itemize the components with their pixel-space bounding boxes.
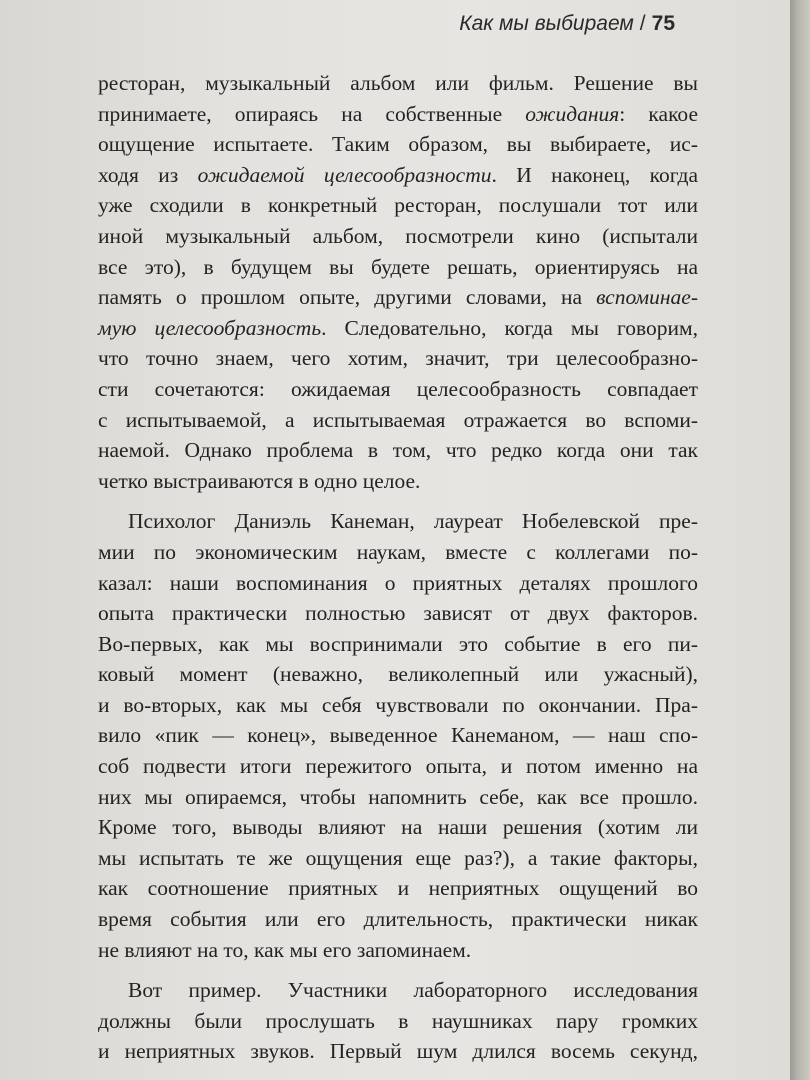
running-header xyxy=(459,12,675,36)
text-line: уже сходили в конкретный ресторан, послушали тот или xyxy=(98,193,698,218)
page-number: 75 xyxy=(651,12,675,35)
text-line: ощущение испытаете. Таким образом, вы выбираете, ис- xyxy=(98,132,698,157)
text-line: память о прошлом опыте, другими словами, на вспоминае- xyxy=(98,285,698,310)
text-line: мы испытать те же ощущения еще раз?), а такие факторы, xyxy=(98,845,698,870)
text-line: не влияют на то, как мы его запоминаем. xyxy=(98,937,472,962)
text-line: соб подвести итоги пережитого опыта, и потом именно на xyxy=(98,754,698,779)
text-line: Психолог Даниэль Канеман, лауреат Нобелевской пре- xyxy=(128,509,698,534)
text-line: что точно знаем, чего хотим, значит, три целесообразно- xyxy=(98,346,698,371)
book-spine-edge xyxy=(790,0,810,1080)
paragraph-3 xyxy=(98,975,698,1067)
body-text xyxy=(98,68,698,1067)
text-line: и неприятных звуков. Первый шум длился восемь секунд, xyxy=(98,1039,698,1064)
text-line: казал: наши воспоминания о приятных деталях прошлого xyxy=(98,570,698,595)
italic-term: ожидаемой целесообразности xyxy=(197,162,492,187)
text-line: и во-вторых, как мы себя чувствовали по окончании. Пра- xyxy=(98,692,698,717)
text-line: как соотношение приятных и неприятных ощущений во xyxy=(98,876,698,901)
text-line: вило «пик — конец», выведенное Канеманом, — наш спо- xyxy=(98,723,698,748)
text-line: четко выстраиваются в одно целое. xyxy=(98,468,421,493)
text-line: мии по экономическим наукам, вместе с коллегами по- xyxy=(98,539,698,564)
text-line: ковый момент (неважно, великолепный или ужасный), xyxy=(98,662,698,687)
header-separator: / xyxy=(639,12,646,35)
text-line: иной музыкальный альбом, посмотрели кино (испытали xyxy=(98,223,698,248)
text-line: мую целесообразность. Следовательно, когда мы говорим, xyxy=(98,315,698,340)
text-line: опыта практически полностью зависят от двух факторов. xyxy=(98,601,698,626)
running-title: Как мы выбираем xyxy=(459,12,634,35)
italic-term: вспоминае- xyxy=(596,285,698,310)
paragraph-1 xyxy=(98,68,698,496)
italic-term: мую целесообразность xyxy=(98,315,322,340)
paragraph-2 xyxy=(98,506,698,965)
text-line: ресторан, музыкальный альбом или фильм. Решение вы xyxy=(98,71,698,95)
text-line: наемой. Однако проблема в том, что редко когда они так xyxy=(98,438,698,463)
text-line: должны были прослушать в наушниках пару громких xyxy=(98,1008,698,1033)
italic-term: ожидания xyxy=(525,101,620,126)
text-line: них мы опираемся, чтобы напомнить себе, как все прошло. xyxy=(98,784,698,809)
text-line: Кроме того, выводы влияют на наши решения (хотим ли xyxy=(98,815,698,840)
text-line: Во-первых, как мы воспринимали это событие в его пи- xyxy=(98,631,698,656)
text-line: с испытываемой, а испытываемая отражается во вспоми- xyxy=(98,407,698,432)
text-line: принимаете, опираясь на собственные ожидания: какое xyxy=(98,101,698,126)
text-line: ходя из ожидаемой целесообразности. И наконец, когда xyxy=(98,162,698,187)
text-line: время события или его длительность, практически никак xyxy=(98,907,698,932)
text-line: сти сочетаются: ожидаемая целесообразность совпадает xyxy=(98,376,698,401)
text-line: Вот пример. Участники лабораторного исследования xyxy=(128,978,698,1003)
text-line: все это), в будущем вы будете решать, ориентируясь на xyxy=(98,254,698,279)
